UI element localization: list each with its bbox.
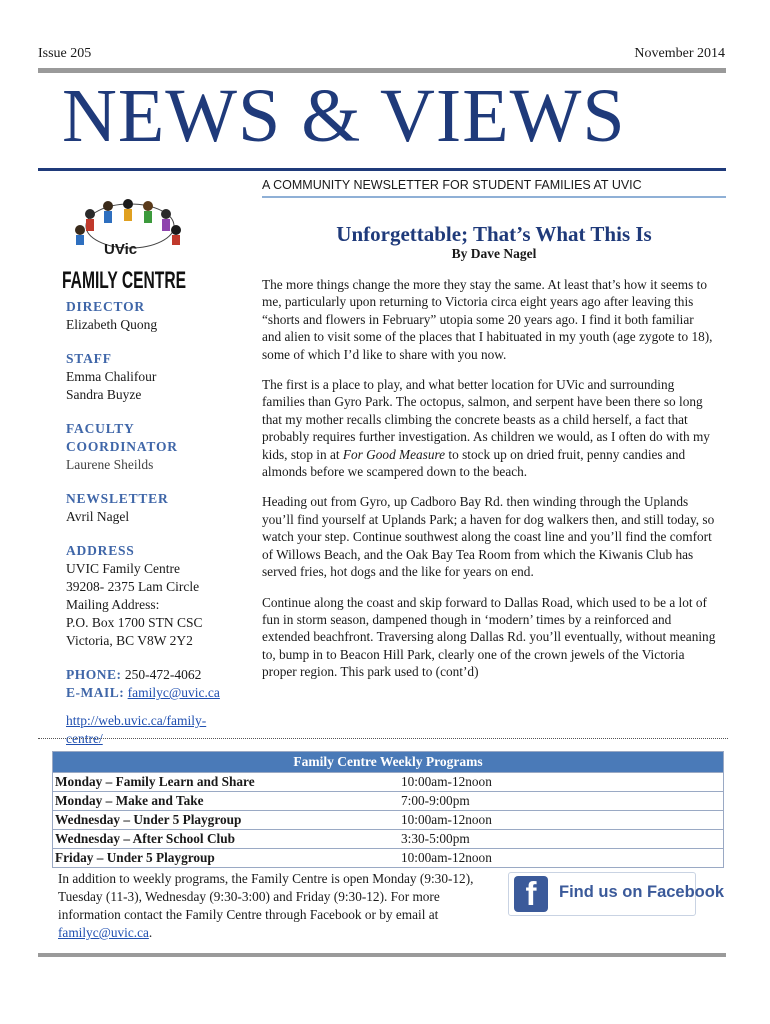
weekly-programs-table — [52, 751, 724, 868]
address-heading: ADDRESS — [66, 543, 135, 558]
program-time: 10:00am-12noon — [399, 773, 724, 792]
program-name: Friday – Under 5 Playgroup — [53, 849, 400, 868]
website-link-line-1: http://web.uvic.ca/family- — [66, 713, 207, 728]
program-name: Wednesday – After School Club — [53, 830, 400, 849]
address-line: Mailing Address: — [66, 597, 160, 612]
article-paragraph: Heading out from Gyro, up Cadboro Bay Rd. then winding through the Uplands you’ll find yourself at Uplands Park; a haven for dog walkers then, and still today, so watch your step. Continue southwest along the coast line and you’ll find the comfort of Willows Beach, and the Oak Bay Tea Room from which the Kiwanis Club has served fries, hot dogs and the like for years on end. — [262, 494, 715, 580]
section-divider — [38, 738, 728, 739]
director-name: Elizabeth Quong — [66, 317, 158, 332]
tagline: A COMMUNITY NEWSLETTER FOR STUDENT FAMILIES AT UVIC — [262, 178, 642, 192]
shop-name: For Good Measure — [342, 446, 446, 462]
table-row — [53, 830, 724, 849]
tagline-rule — [262, 196, 726, 198]
faculty-coordinator-name: Laurene Sheilds — [66, 457, 154, 472]
newsletter-heading: NEWSLETTER — [66, 491, 169, 506]
phone-number: 250-472-4062 — [124, 667, 202, 682]
paragraph-text: The first is a place to play, and what better location for UVic and surrounding families than Gyro Park. The octopus, salmon, and serpent have been there so long that my mother recalls climbing the concrete beasts as a child herself, a fact that probably requires further investigation. As children we would, as I often do with my kids, stop in at — [262, 377, 710, 462]
email-line — [66, 684, 236, 702]
family-centre-logo — [60, 196, 190, 296]
article-paragraph: The more things change the more they stay the same. At least that’s how it seems to me, particularly upon returning to Victoria circa eight years ago after leaving this “shorts and flowers in February” utopia some 20 years ago. I find it both familiar and alien to visit some of the places that I habituated in my youth (age zygote to 18), some of which I’d like to share with you now. — [262, 277, 713, 362]
email-link[interactable]: familyc@uvic.ca — [127, 685, 220, 700]
table-row — [53, 811, 724, 830]
paragraph-text: to stock up on dried fruit, penny candies and almonds before we scampered down to the beach. — [262, 446, 686, 480]
facebook-button[interactable] — [508, 872, 725, 916]
hours-note — [58, 870, 498, 942]
article-title: Unforgettable; That’s What This Is — [336, 222, 652, 246]
hours-note-text: In addition to weekly programs, the Family Centre is open Monday (9:30-12), Tuesday (11-3), Wednesday (9:30-3:00) and Friday (9:30-12). For more information contact the Family Centre through Facebook or by email at — [58, 871, 474, 922]
program-name: Wednesday – Under 5 Playgroup — [53, 811, 400, 830]
article-paragraph: Continue along the coast and skip forward to Dallas Road, which used to be a lot of fun in storm season, dampened though in ‘modern’ times by a reinforced and extended beachfront. Traversing along Dallas Rd. you’ll eventually, without meaning to, bump in to Beacon Hill Park, clearly one of the crown jewels of the Victoria proper region. This park used to (cont’d) — [262, 594, 716, 680]
article-byline: By Dave Nagel — [451, 246, 537, 261]
table-row — [53, 849, 724, 868]
newsletter-editor-name: Avril Nagel — [66, 509, 130, 524]
staff-heading: STAFF — [66, 351, 112, 366]
staff-name: Sandra Buyze — [66, 387, 142, 402]
family-centre-logo-graphic — [60, 196, 190, 296]
program-time: 10:00am-12noon — [399, 849, 724, 868]
footer-email-link[interactable]: familyc@uvic.ca — [58, 925, 149, 940]
programs-table-title: Family Centre Weekly Programs — [53, 752, 724, 773]
coordinator-heading: COORDINATOR — [66, 439, 178, 454]
website-link-line-2: centre/ — [66, 731, 103, 746]
address-line: 39208- 2375 Lam Circle — [66, 579, 200, 594]
logo-family-centre-text: FAMILY CENTRE — [62, 267, 186, 294]
address-line: Victoria, BC V8W 2Y2 — [66, 633, 193, 648]
article-paragraph — [262, 376, 716, 480]
program-time: 7:00-9:00pm — [399, 792, 724, 811]
faculty-heading: FACULTY — [66, 421, 135, 436]
logo-uvic-text: UVic — [104, 241, 138, 258]
program-name: Monday – Family Learn and Share — [53, 773, 400, 792]
facebook-f-glyph: f — [525, 875, 537, 912]
program-name: Monday – Make and Take — [53, 792, 400, 811]
address-line: UVIC Family Centre — [66, 561, 180, 576]
table-row — [53, 773, 724, 792]
website-link[interactable] — [66, 712, 236, 748]
email-label: E-MAIL: — [66, 685, 125, 700]
staff-name: Emma Chalifour — [66, 369, 157, 384]
sidebar — [66, 298, 236, 748]
director-heading: DIRECTOR — [66, 299, 145, 314]
table-row — [53, 792, 724, 811]
address-line: P.O. Box 1700 STN CSC — [66, 615, 203, 630]
bottom-rule — [38, 953, 726, 957]
program-time: 3:30-5:00pm — [399, 830, 724, 849]
masthead-title: NEWS & VIEWS — [62, 74, 626, 158]
phone-label: PHONE: — [66, 667, 122, 682]
issue-number: Issue 205 — [38, 46, 92, 61]
masthead-rule — [38, 168, 726, 171]
hours-note-period: . — [148, 925, 153, 940]
top-rule — [38, 68, 726, 73]
program-time: 10:00am-12noon — [399, 811, 724, 830]
phone-line — [66, 666, 236, 684]
facebook-button-label: Find us on Facebook — [559, 883, 725, 901]
issue-date: November 2014 — [634, 46, 725, 61]
article-body — [262, 276, 716, 694]
